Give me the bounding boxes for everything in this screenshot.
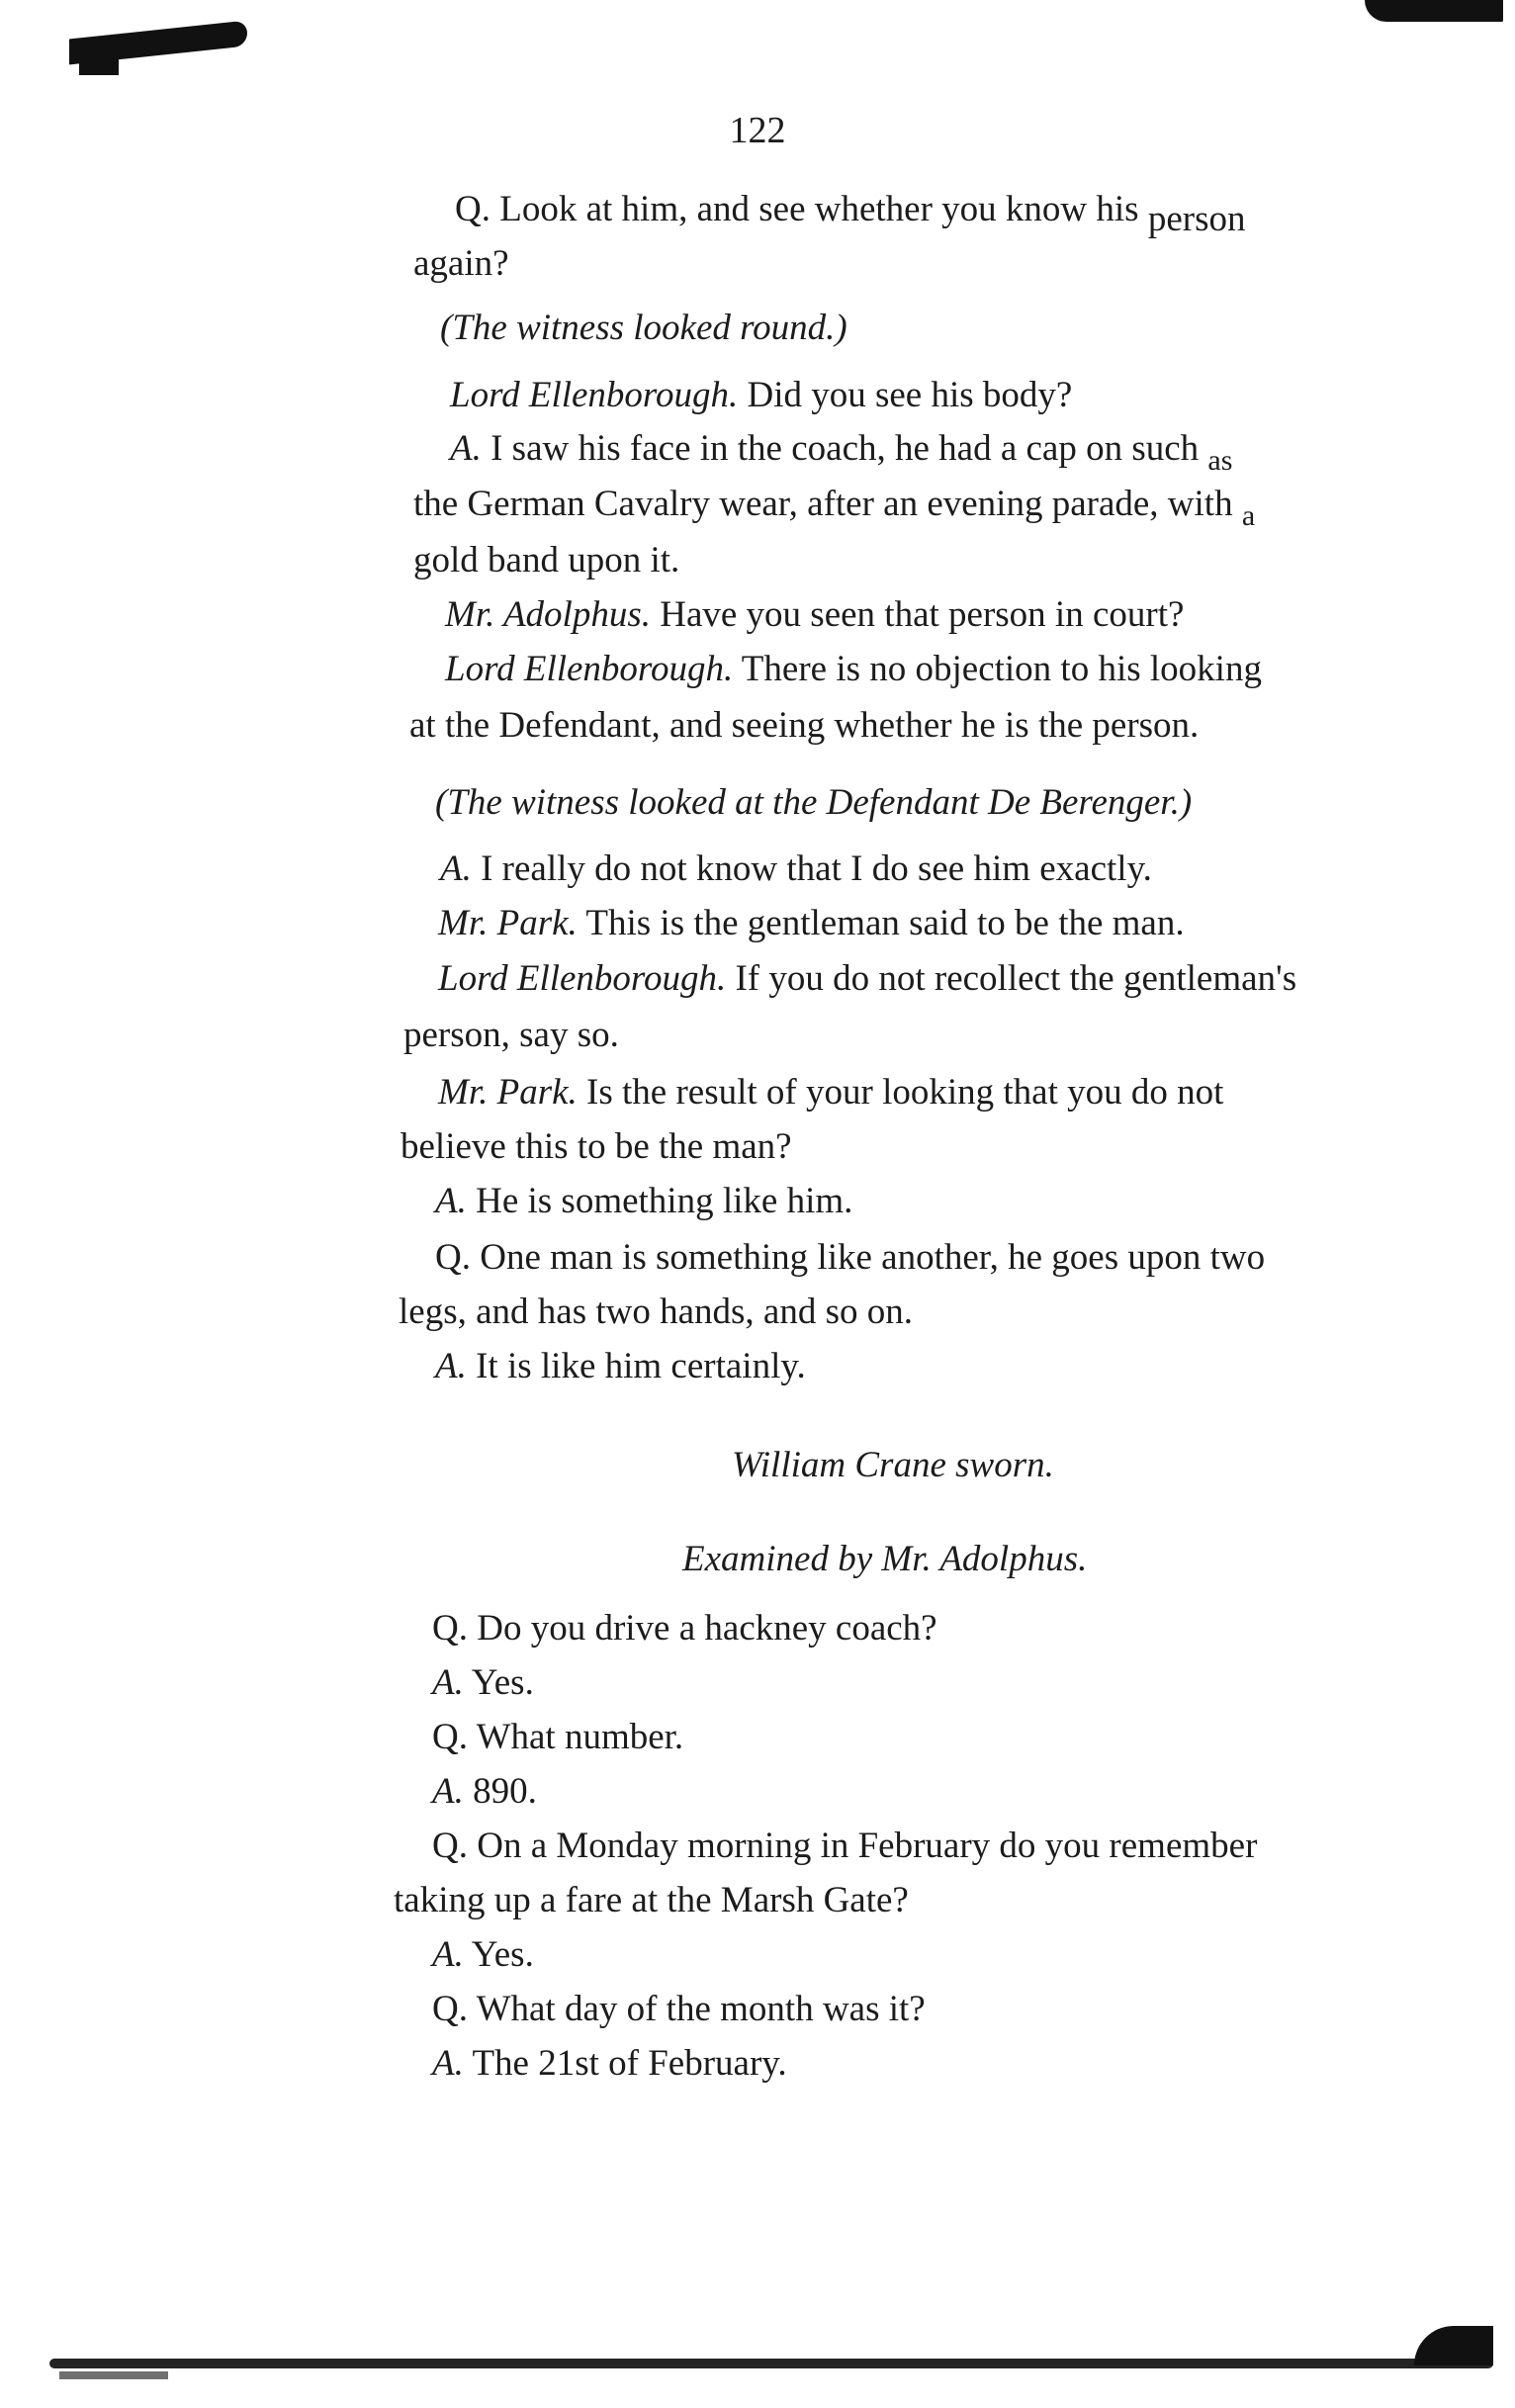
ink-blot-top-left-drip [79, 47, 119, 75]
text-line: A. It is like him certainly. [435, 1346, 806, 1386]
text-line: A. He is something like him. [435, 1181, 853, 1221]
page-bottom-edge [49, 2359, 1493, 2368]
page-number: 122 [729, 110, 786, 151]
text-line: A. I really do not know that I do see him exactly. [440, 848, 1152, 889]
text-line: Q. Do you drive a hackney coach? [432, 1608, 937, 1649]
text-line: Q. What day of the month was it? [432, 1989, 926, 2029]
stage-direction: (The witness looked at the Defendant De Berenger.) [435, 782, 1193, 823]
text-line: legs, and has two hands, and so on. [399, 1292, 913, 1332]
stage-direction: (The witness looked round.) [440, 308, 847, 348]
text-line: again? [413, 243, 509, 284]
text-line: Mr. Adolphus. Have you seen that person in court? [445, 594, 1185, 635]
text-line: the German Cavalry wear, after an evening parade, with $_a$ [413, 484, 1256, 532]
text-line: Mr. Park. This is the gentleman said to be the man. [438, 903, 1185, 943]
text-line: A. I saw his face in the coach, he had a cap on such $_{as}$ [450, 428, 1233, 477]
text-line: A. 890. [432, 1771, 537, 1812]
text-line: Q. Look at him, and see whether you know his person [455, 189, 1246, 239]
text-line: believe this to be the man? [401, 1126, 792, 1167]
text-line: A. Yes. [432, 1662, 534, 1703]
text-line: taking up a fare at the Marsh Gate? [394, 1880, 909, 1920]
text-line: Q. On a Monday morning in February do you remember [432, 1826, 1258, 1866]
text-line: Lord Ellenborough. There is no objection to his looking [445, 649, 1262, 689]
text-line: A. Yes. [432, 1934, 534, 1975]
text-line: Q. One man is something like another, he goes upon two [435, 1237, 1266, 1278]
ink-blot-top-right [1365, 0, 1503, 22]
text-line: Mr. Park. Is the result of your looking that you do not [438, 1072, 1224, 1113]
text-line: Q. What number. [432, 1717, 684, 1757]
text-line: gold band upon it. [413, 540, 680, 580]
text-line: at the Defendant, and seeing whether he is the person. [409, 705, 1200, 746]
ink-blot-bottom-left [59, 2371, 168, 2379]
section-heading-examined: Examined by Mr. Adolphus. [682, 1539, 1088, 1579]
text-line: Lord Ellenborough. Did you see his body? [450, 375, 1073, 415]
section-heading-witness: William Crane sworn. [732, 1445, 1054, 1485]
text-line: Lord Ellenborough. If you do not recollect the gentleman's [438, 958, 1297, 999]
text-line: person, say so. [403, 1015, 619, 1055]
text-line: A. The 21st of February. [432, 2043, 787, 2084]
